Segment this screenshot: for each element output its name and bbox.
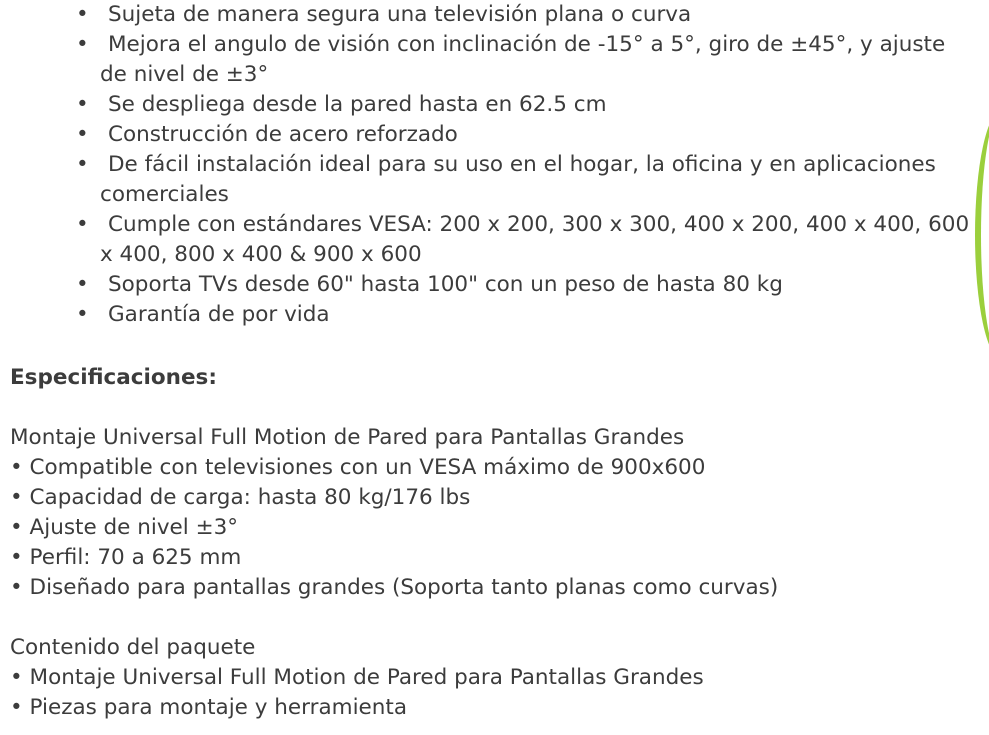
list-item bbox=[0, 30, 975, 90]
list-item bbox=[0, 0, 975, 30]
list-item bbox=[0, 210, 975, 270]
decorative-green-arc bbox=[975, 110, 989, 360]
feature-text: De fácil instalación ideal para su uso en el hogar, la oficina y en aplicaciones comerciales bbox=[100, 152, 936, 207]
feature-text: Se despliega desde la pared hasta en 62.5 cm bbox=[108, 92, 607, 117]
feature-text: Garantía de por vida bbox=[108, 302, 330, 327]
list-item bbox=[0, 120, 975, 150]
bullet-icon: • bbox=[76, 152, 89, 177]
feature-text: Cumple con estándares VESA: 200 x 200, 300 x 300, 400 x 200, 400 x 400, 600 x 400, 800 x 400 & 900 x 600 bbox=[100, 212, 970, 267]
bullet-icon: • bbox=[76, 92, 89, 117]
package-item: • Piezas para montaje y herramienta bbox=[10, 695, 408, 720]
list-item bbox=[0, 300, 975, 330]
bullet-icon: • bbox=[76, 122, 89, 147]
bullet-icon: • bbox=[76, 212, 89, 237]
bullet-icon: • bbox=[76, 2, 89, 27]
list-item bbox=[0, 270, 975, 300]
product-name: Montaje Universal Full Motion de Pared para Pantallas Grandes bbox=[10, 425, 685, 450]
list-item bbox=[0, 90, 975, 120]
spec-item: • Capacidad de carga: hasta 80 kg/176 lbs bbox=[10, 485, 471, 510]
feature-text: Sujeta de manera segura una televisión plana o curva bbox=[108, 2, 692, 27]
spec-item: • Ajuste de nivel ±3° bbox=[10, 515, 239, 540]
feature-text: Construcción de acero reforzado bbox=[108, 122, 458, 147]
feature-text: Soporta TVs desde 60" hasta 100" con un peso de hasta 80 kg bbox=[108, 272, 783, 297]
spacer bbox=[10, 393, 970, 423]
spacer bbox=[10, 603, 970, 633]
feature-list bbox=[0, 0, 975, 330]
spec-item: • Perfil: 70 a 625 mm bbox=[10, 545, 242, 570]
specifications-heading: Especificaciones: bbox=[10, 365, 217, 390]
bullet-icon: • bbox=[76, 302, 89, 327]
specifications-section bbox=[10, 363, 970, 723]
bullet-icon: • bbox=[76, 32, 89, 57]
feature-text: Mejora el angulo de visión con inclinación de -15° a 5°, giro de ±45°, y ajuste de nivel de ±3° bbox=[100, 32, 946, 87]
package-item: • Montaje Universal Full Motion de Pared para Pantallas Grandes bbox=[10, 665, 704, 690]
list-item bbox=[0, 150, 975, 210]
package-heading: Contenido del paquete bbox=[10, 635, 256, 660]
spec-item: • Diseñado para pantallas grandes (Soporta tanto planas como curvas) bbox=[10, 575, 779, 600]
bullet-icon: • bbox=[76, 272, 89, 297]
spec-item: • Compatible con televisiones con un VESA máximo de 900x600 bbox=[10, 455, 706, 480]
